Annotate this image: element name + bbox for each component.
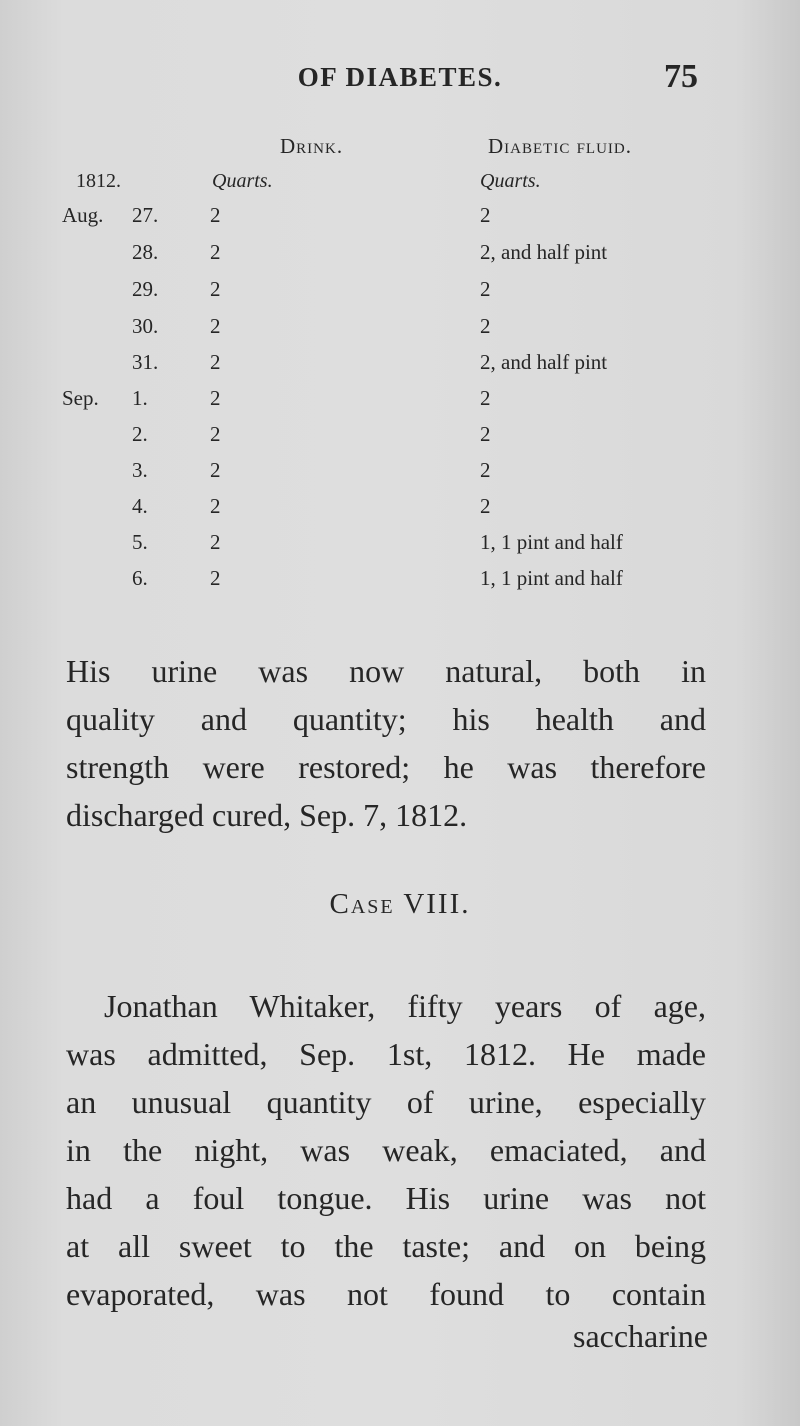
paragraph-case-line: in the night, was weak, emaciated, and bbox=[66, 1132, 706, 1168]
fluid-unit-heading: Quarts. bbox=[480, 170, 541, 192]
table-row bbox=[0, 458, 800, 494]
table-row bbox=[0, 240, 800, 276]
paragraph-discharge-line: quality and quantity; his health and bbox=[66, 701, 706, 737]
diabetic-fluid-column-heading: Diabetic fluid. bbox=[488, 134, 632, 158]
row-day: 6. bbox=[132, 566, 148, 590]
row-fluid: 2, and half pint bbox=[480, 350, 608, 374]
drink-unit-heading: Quarts. bbox=[212, 170, 273, 192]
paragraph-case-line: an unusual quantity of urine, especially bbox=[66, 1084, 706, 1120]
paragraph-discharge-line: His urine was now natural, both in bbox=[66, 653, 706, 689]
table-row bbox=[0, 277, 800, 313]
paragraph-case-line: Jonathan Whitaker, fifty years of age, bbox=[104, 988, 706, 1024]
row-fluid: 2 bbox=[480, 203, 491, 227]
row-month: Sep. bbox=[62, 386, 99, 410]
drink-column-heading: Drink. bbox=[280, 134, 344, 158]
table-row bbox=[0, 530, 800, 566]
paragraph-case-line: at all sweet to the taste; and on being bbox=[66, 1228, 706, 1264]
row-drink: 2 bbox=[210, 530, 221, 554]
row-drink: 2 bbox=[210, 314, 221, 338]
page-number: 75 bbox=[664, 58, 698, 95]
row-drink: 2 bbox=[210, 566, 221, 590]
row-fluid: 1, 1 pint and half bbox=[480, 530, 623, 554]
running-title: OF DIABETES. bbox=[297, 62, 503, 92]
row-fluid: 2 bbox=[480, 277, 491, 301]
row-day: 29. bbox=[132, 277, 159, 301]
row-day: 5. bbox=[132, 530, 148, 554]
paragraph-case-line: had a foul tongue. His urine was not bbox=[66, 1180, 706, 1216]
row-day: 28. bbox=[132, 240, 159, 264]
row-fluid: 2 bbox=[480, 314, 491, 338]
row-month: Aug. bbox=[62, 203, 104, 227]
row-drink: 2 bbox=[210, 203, 221, 227]
paragraph-discharge-line: strength were restored; he was therefore bbox=[66, 749, 706, 785]
row-day: 2. bbox=[132, 422, 148, 446]
table-row bbox=[0, 350, 800, 386]
catchword: saccharine bbox=[572, 1318, 708, 1354]
row-fluid: 2, and half pint bbox=[480, 240, 608, 264]
case-title: Case VIII. bbox=[329, 888, 471, 920]
row-day: 27. bbox=[132, 203, 159, 227]
row-drink: 2 bbox=[210, 494, 221, 518]
row-drink: 2 bbox=[210, 422, 221, 446]
row-drink: 2 bbox=[210, 240, 221, 264]
row-day: 4. bbox=[132, 494, 148, 518]
row-day: 1. bbox=[132, 386, 148, 410]
table-row bbox=[0, 422, 800, 458]
row-day: 30. bbox=[132, 314, 159, 338]
row-day: 31. bbox=[132, 350, 159, 374]
row-day: 3. bbox=[132, 458, 148, 482]
row-fluid: 2 bbox=[480, 422, 491, 446]
row-drink: 2 bbox=[210, 350, 221, 374]
row-drink: 2 bbox=[210, 386, 221, 410]
table-row bbox=[0, 494, 800, 530]
row-fluid: 2 bbox=[480, 458, 491, 482]
table-row bbox=[0, 314, 800, 350]
row-drink: 2 bbox=[210, 277, 221, 301]
table-row bbox=[0, 566, 800, 602]
table-row bbox=[0, 203, 800, 239]
paragraph-discharge-line: discharged cured, Sep. 7, 1812. bbox=[66, 797, 468, 833]
row-drink: 2 bbox=[210, 458, 221, 482]
paragraph-case-line: evaporated, was not found to contain bbox=[66, 1276, 706, 1312]
row-fluid: 2 bbox=[480, 386, 491, 410]
year-heading: 1812. bbox=[76, 170, 121, 192]
table-row bbox=[0, 386, 800, 422]
paragraph-case-line: was admitted, Sep. 1st, 1812. He made bbox=[66, 1036, 706, 1072]
row-fluid: 1, 1 pint and half bbox=[480, 566, 623, 590]
row-fluid: 2 bbox=[480, 494, 491, 518]
